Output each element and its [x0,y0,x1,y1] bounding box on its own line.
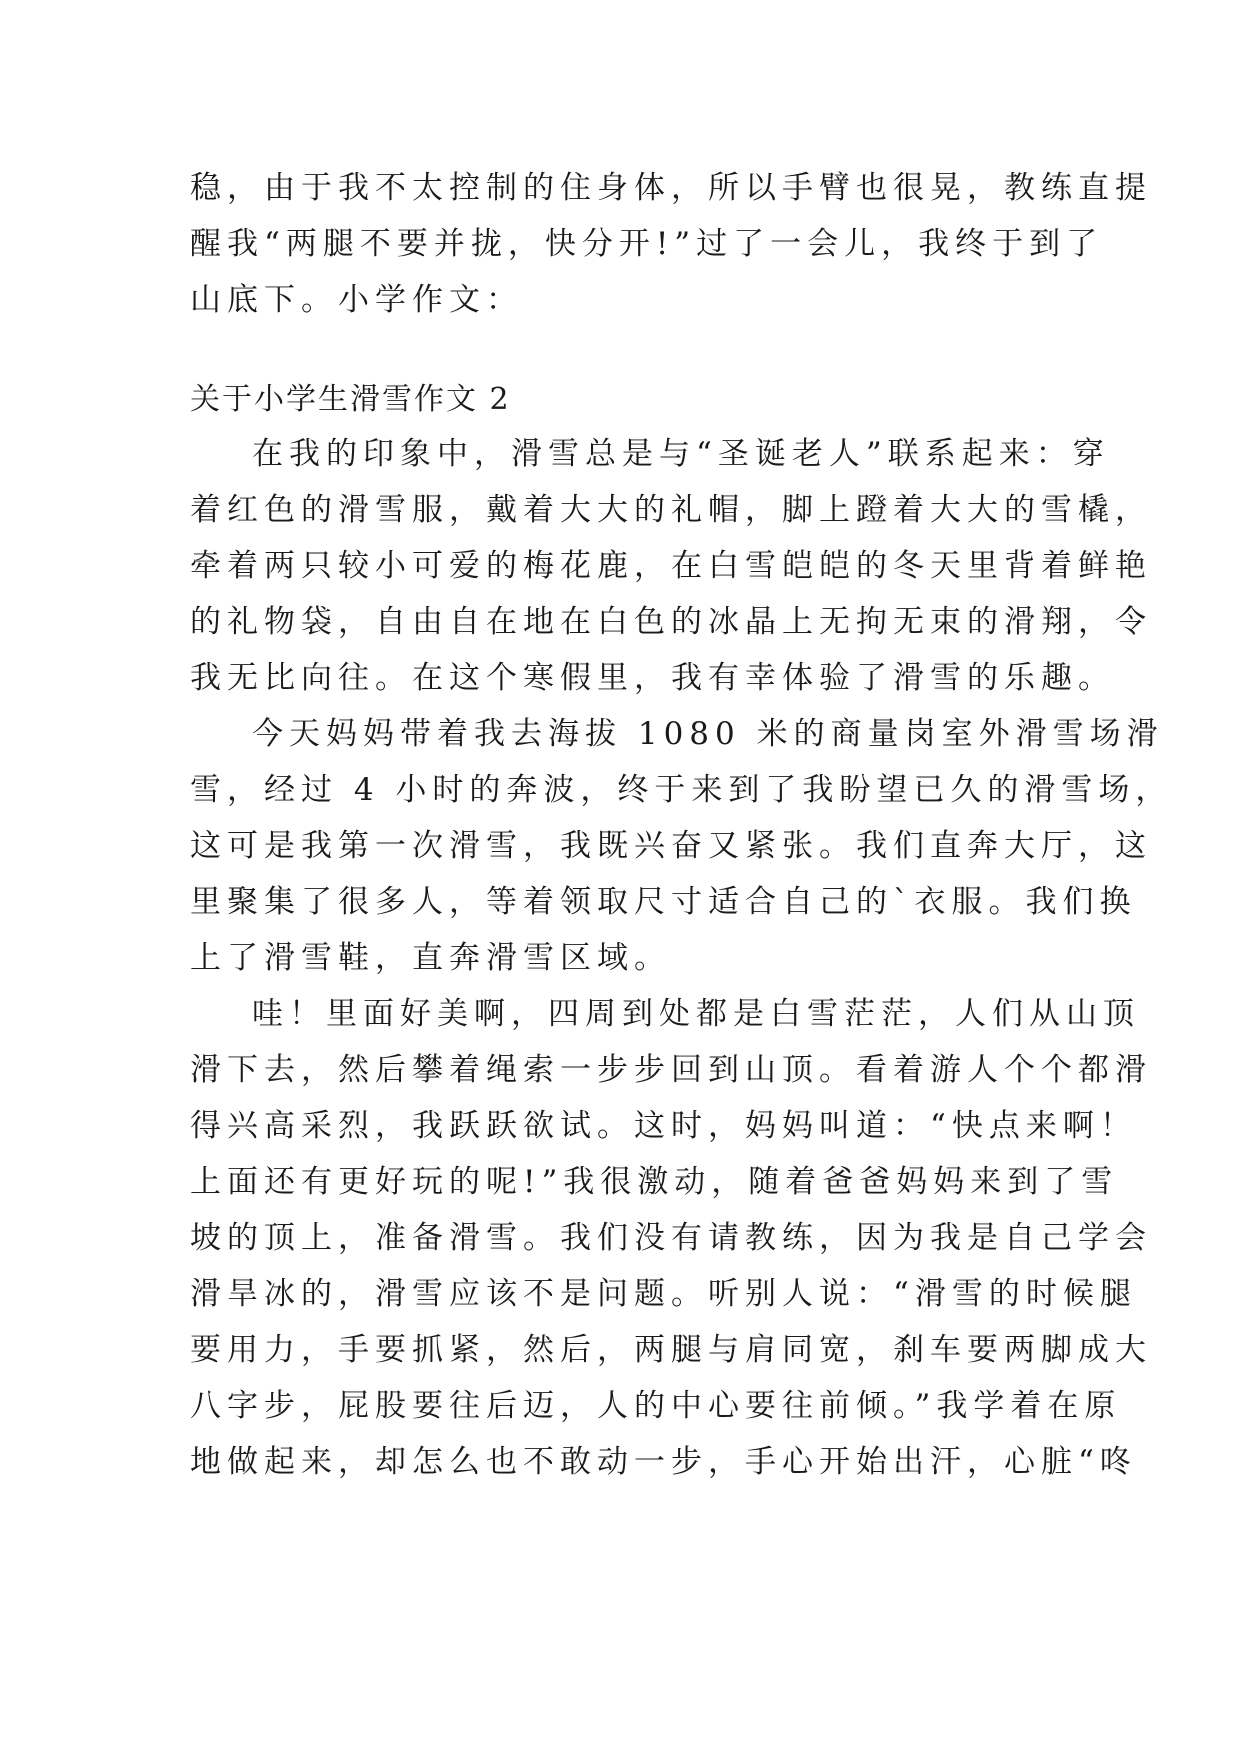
text-line: 稳，由于我不太控制的住身体，所以手臂也很晃，教练直提 [190,170,1152,206]
text-line: 坡的顶上，准备滑雪。我们没有请教练，因为我是自己学会 [190,1220,1152,1256]
section-gap [190,328,1050,374]
text-line: 的礼物袋，自由自在地在白色的冰晶上无拘无束的滑翔，令 [190,604,1152,640]
text-line: 今天妈妈带着我去海拔 1080 米的商量岗室外滑雪场滑 [252,716,1164,752]
paragraph-1 [190,426,1152,706]
text-line: 哇！里面好美啊，四周到处都是白雪茫茫，人们从山顶 [252,996,1140,1032]
section-heading: 关于小学生滑雪作文 2 [190,382,511,417]
text-line: 滑下去，然后攀着绳索一步步回到山顶。看着游人个个都滑 [190,1052,1152,1088]
text-line: 上面还有更好玩的呢!”我很激动，随着爸爸妈妈来到了雪 [190,1164,1119,1200]
text-line: 要用力，手要抓紧，然后，两腿与肩同宽，刹车要两脚成大 [190,1332,1152,1368]
continuation-text [190,160,1152,328]
text-line: 上了滑雪鞋，直奔滑雪区域。 [190,940,671,976]
text-line: 山底下。小学作文： [190,282,523,318]
text-line: 滑旱冰的，滑雪应该不是问题。听别人说：“滑雪的时候腿 [190,1276,1137,1312]
text-line: 得兴高采烈，我跃跃欲试。这时，妈妈叫道：“快点来啊！ [190,1108,1137,1144]
text-line: 这可是我第一次滑雪，我既兴奋又紧张。我们直奔大厅，这 [190,828,1152,864]
paragraph-2 [190,706,1173,986]
text-line: 牵着两只较小可爱的梅花鹿，在白雪皑皑的冬天里背着鲜艳 [190,548,1152,584]
text-line: 着红色的滑雪服，戴着大大的礼帽，脚上蹬着大大的雪橇， [190,492,1152,528]
text-line: 雪，经过 4 小时的奔波，终于来到了我盼望已久的滑雪场， [190,772,1173,808]
paragraph-3 [190,986,1152,1490]
text-line: 醒我“两腿不要并拢，快分开!”过了一会儿，我终于到了 [190,226,1104,262]
text-line: 我无比向往。在这个寒假里，我有幸体验了滑雪的乐趣。 [190,660,1115,696]
text-line: 地做起来，却怎么也不敢动一步，手心开始出汗，心脏“咚 [190,1444,1137,1480]
text-line: 在我的印象中，滑雪总是与“圣诞老人”联系起来：穿 [252,436,1110,472]
text-line: 八字步，屁股要往后迈，人的中心要往前倾。”我学着在原 [190,1388,1122,1424]
document-body [190,160,1173,1490]
text-line: 里聚集了很多人，等着领取尺寸适合自己的`衣服。我们换 [190,884,1137,920]
